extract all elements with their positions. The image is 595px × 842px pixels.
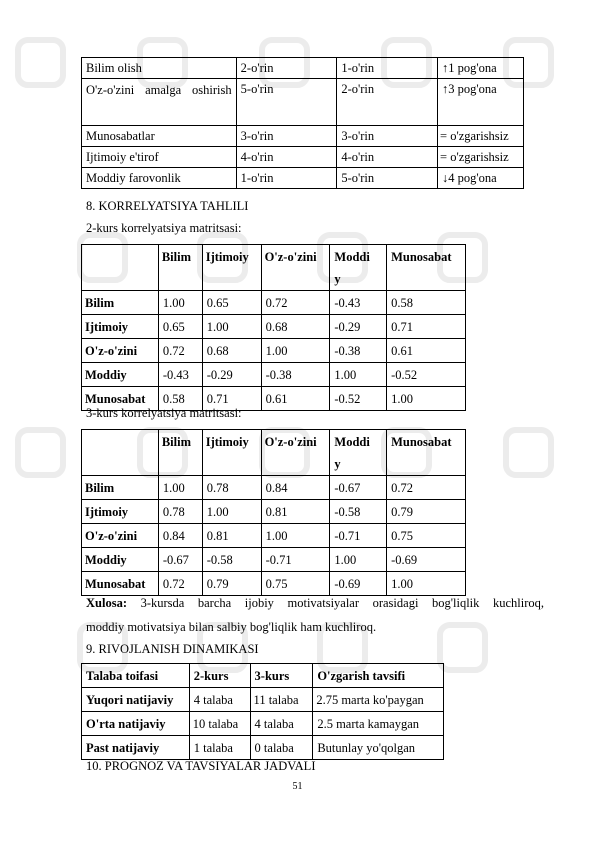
table-row	[82, 712, 444, 736]
value-cell: 0.81	[261, 500, 330, 524]
value-cell: -0.43	[158, 363, 202, 387]
header-cell: Ijtimoiy	[202, 430, 261, 476]
table-cell: ↑1 pog'ona	[438, 58, 524, 79]
row-label-cell: Moddiy	[82, 548, 159, 572]
header-cell: Moddiy	[330, 430, 387, 476]
table-cell: 0 talaba	[250, 736, 313, 760]
table-row	[82, 147, 524, 168]
table-cell: Ijtimoiy e'tirof	[82, 147, 237, 168]
value-cell: 0.75	[387, 524, 466, 548]
development-dynamics-table	[81, 663, 444, 760]
table-cell: 2-o'rin	[236, 58, 337, 79]
value-cell: -0.29	[330, 315, 387, 339]
row-label-cell: O'z-o'zini	[82, 339, 159, 363]
table-cell: Munosabatlar	[82, 126, 237, 147]
table-row	[82, 736, 444, 760]
table-row	[82, 339, 466, 363]
table-cell: Bilim olish	[82, 58, 237, 79]
value-cell: 1.00	[261, 524, 330, 548]
table-row	[82, 572, 466, 596]
value-cell: -0.67	[158, 548, 202, 572]
value-cell: 0.78	[202, 476, 261, 500]
table-cell: 2-o'rin	[337, 79, 438, 126]
table-row	[82, 548, 466, 572]
matrix-title: 2-kurs korrelyatsiya matritsasi:	[86, 221, 242, 235]
header-cell: Munosabat	[387, 430, 466, 476]
table-cell: = o'zgarishsiz	[438, 126, 524, 147]
table-cell: = o'zgarishsiz	[438, 147, 524, 168]
value-cell: 1.00	[261, 339, 330, 363]
table-cell: 3-o'rin	[236, 126, 337, 147]
row-label-cell: Ijtimoiy	[82, 315, 159, 339]
value-cell: 0.68	[202, 339, 261, 363]
value-cell: 0.71	[387, 315, 466, 339]
header-cell: 3-kurs	[250, 664, 313, 688]
row-label-cell: O'z-o'zini	[82, 524, 159, 548]
value-cell: 0.65	[202, 291, 261, 315]
header-cell: Munosabat	[387, 245, 466, 291]
value-cell: 1.00	[158, 476, 202, 500]
conclusion-line-1	[86, 594, 544, 612]
header-cell: O'z-o'zini	[261, 430, 330, 476]
matrix-title: 3-kurs korrelyatsiya matritsasi:	[86, 406, 242, 420]
header-cell	[82, 430, 159, 476]
row-label-cell: Munosabat	[82, 572, 159, 596]
value-cell: -0.69	[387, 548, 466, 572]
value-cell: -0.52	[387, 363, 466, 387]
value-cell: 0.71	[202, 387, 261, 411]
table-cell: 1-o'rin	[236, 168, 337, 189]
table-cell: 1-o'rin	[337, 58, 438, 79]
cell-text: O'z-o'zini amalga oshirish	[86, 83, 232, 97]
table-row	[82, 363, 466, 387]
correlation-matrix-2kurs	[81, 244, 466, 411]
table-cell: 2.5 marta kamaygan	[313, 712, 444, 736]
table-cell: 4 talaba	[189, 688, 250, 712]
conclusion-line-2: moddiy motivatsiya bilan salbiy bog'liqlik ham kuchliroq.	[86, 620, 377, 634]
value-cell: -0.71	[261, 548, 330, 572]
table-row	[82, 58, 524, 79]
header-cell: Bilim	[158, 430, 202, 476]
value-cell: 0.72	[387, 476, 466, 500]
value-cell: 1.00	[330, 548, 387, 572]
value-cell: 0.79	[202, 572, 261, 596]
header-cell: Talaba toifasi	[82, 664, 190, 688]
table-row	[82, 79, 524, 126]
value-cell: 1.00	[158, 291, 202, 315]
table-header-row	[82, 664, 444, 688]
table-row	[82, 524, 466, 548]
row-label-cell: Munosabat	[82, 387, 159, 411]
row-label-cell: Bilim	[82, 476, 159, 500]
table-cell: 4-o'rin	[337, 147, 438, 168]
table-cell: ↑3 pog'ona	[438, 79, 524, 126]
header-cell: 2-kurs	[189, 664, 250, 688]
page-number: 51	[292, 781, 303, 792]
table-header-row	[82, 245, 466, 291]
value-cell: 0.72	[261, 291, 330, 315]
section-heading: 10. PROGNOZ VA TAVSIYALAR JADVALI	[86, 759, 316, 773]
table-cell	[82, 79, 237, 126]
table-cell: 11 talaba	[250, 688, 313, 712]
value-cell: 1.00	[330, 363, 387, 387]
value-cell: 0.68	[261, 315, 330, 339]
header-cell: O'zgarish tavsifi	[313, 664, 444, 688]
table-row	[82, 168, 524, 189]
table-cell: 4 talaba	[250, 712, 313, 736]
table-cell: Moddiy farovonlik	[82, 168, 237, 189]
value-cell: 1.00	[387, 387, 466, 411]
value-cell: 1.00	[202, 315, 261, 339]
value-cell: -0.58	[330, 500, 387, 524]
value-cell: -0.71	[330, 524, 387, 548]
value-cell: 0.61	[261, 387, 330, 411]
table-cell: Yuqori natijaviy	[82, 688, 190, 712]
table-cell: 3-o'rin	[337, 126, 438, 147]
table-row	[82, 500, 466, 524]
table-row	[82, 126, 524, 147]
value-cell: 0.79	[387, 500, 466, 524]
value-cell: 0.81	[202, 524, 261, 548]
conclusion-text: 3-kursda barcha ijobiy motivatsiyalar orasidagi bog'liqlik kuchliroq,	[140, 596, 544, 610]
motivation-ranking-table	[81, 57, 524, 189]
value-cell: 0.72	[158, 339, 202, 363]
value-cell: 0.58	[158, 387, 202, 411]
table-header-row	[82, 430, 466, 476]
value-cell: 0.61	[387, 339, 466, 363]
value-cell: -0.69	[330, 572, 387, 596]
header-cell: O'z-o'zini	[261, 245, 330, 291]
table-cell: 4-o'rin	[236, 147, 337, 168]
section-heading: 9. RIVOJLANISH DINAMIKASI	[86, 642, 259, 656]
row-label-cell: Ijtimoiy	[82, 500, 159, 524]
table-cell: 5-o'rin	[337, 168, 438, 189]
row-label-cell: Bilim	[82, 291, 159, 315]
value-cell: -0.29	[202, 363, 261, 387]
conclusion-label: Xulosa:	[86, 596, 127, 610]
correlation-matrix-3kurs	[81, 429, 466, 596]
value-cell: 0.75	[261, 572, 330, 596]
header-cell: Moddiy	[330, 245, 387, 291]
header-cell	[82, 245, 159, 291]
value-cell: 0.78	[158, 500, 202, 524]
value-cell: -0.67	[330, 476, 387, 500]
value-cell: -0.38	[330, 339, 387, 363]
table-row	[82, 476, 466, 500]
table-row	[82, 688, 444, 712]
value-cell: 0.65	[158, 315, 202, 339]
value-cell: -0.52	[330, 387, 387, 411]
row-label-cell: Moddiy	[82, 363, 159, 387]
table-row	[82, 315, 466, 339]
value-cell: 0.84	[261, 476, 330, 500]
value-cell: 1.00	[202, 500, 261, 524]
value-cell: -0.38	[261, 363, 330, 387]
table-cell: 5-o'rin	[236, 79, 337, 126]
value-cell: 0.72	[158, 572, 202, 596]
value-cell: -0.58	[202, 548, 261, 572]
value-cell: -0.43	[330, 291, 387, 315]
table-cell: 1 talaba	[189, 736, 250, 760]
table-cell: 10 talaba	[189, 712, 250, 736]
section-heading: 8. KORRELYATSIYA TAHLILI	[86, 199, 249, 213]
table-row	[82, 291, 466, 315]
value-cell: 1.00	[387, 572, 466, 596]
table-cell: ↓4 pog'ona	[438, 168, 524, 189]
header-cell: Bilim	[158, 245, 202, 291]
value-cell: 0.58	[387, 291, 466, 315]
table-cell: Butunlay yo'qolgan	[313, 736, 444, 760]
table-cell: 2.75 marta ko'paygan	[313, 688, 444, 712]
table-cell: Past natijaviy	[82, 736, 190, 760]
table-cell: O'rta natijaviy	[82, 712, 190, 736]
value-cell: 0.84	[158, 524, 202, 548]
header-cell: Ijtimoiy	[202, 245, 261, 291]
